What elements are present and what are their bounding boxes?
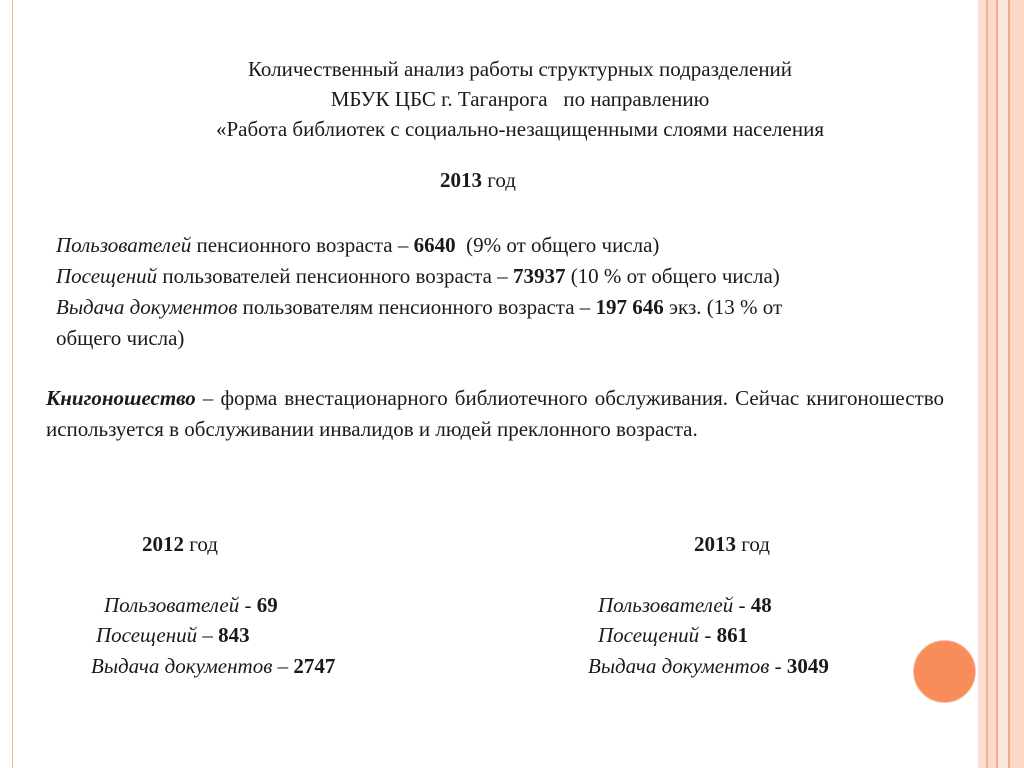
year-number: 2013 <box>440 168 482 192</box>
year-number: 2012 <box>142 532 184 556</box>
book-delivery-term: Книгоношество <box>46 386 196 410</box>
users-suffix: (9% от общего числа) <box>455 233 660 257</box>
slide-title-line-3: «Работа библиотек с социально-незащищенными слоями населения <box>216 117 824 141</box>
year-heading-2013 <box>440 168 516 193</box>
year-heading-2013-column <box>694 532 770 557</box>
stat-2013-users <box>598 593 772 618</box>
book-delivery-text: – форма внестационарного библиотечного обслуживания. Сейчас книгоношество используется в обслуживании инвалидов и людей преклонного возраста. <box>46 386 944 441</box>
year-word: год <box>736 532 770 556</box>
stat-2013-docs <box>588 654 829 679</box>
pensioner-users-line <box>56 230 659 261</box>
docs-text: пользователям пенсионного возраста – <box>237 295 596 319</box>
stat-label: Выдача документов – <box>91 654 294 678</box>
visits-text: пользователей пенсионного возраста – <box>157 264 513 288</box>
pensioner-docs-line-2: общего числа) <box>56 326 185 350</box>
stat-label: Пользователей - <box>104 593 257 617</box>
docs-suffix: экз. (13 % от <box>663 295 783 319</box>
stat-label: Посещений – <box>96 623 219 647</box>
decor-stripe <box>998 0 1008 768</box>
visits-suffix: (10 % от общего числа) <box>565 264 780 288</box>
decorative-circle <box>913 640 976 703</box>
stat-2012-docs <box>91 654 335 679</box>
decor-stripe <box>988 0 996 768</box>
stat-value: 2747 <box>293 654 336 678</box>
users-value: 6640 <box>413 233 456 257</box>
decor-stripe <box>1010 0 1024 768</box>
users-text: пенсионного возраста – <box>191 233 414 257</box>
stat-2013-visits <box>598 623 748 648</box>
pensioner-docs-line <box>56 292 782 323</box>
stat-label: Посещений - <box>598 623 717 647</box>
stat-2012-visits <box>96 623 250 648</box>
year-number: 2013 <box>694 532 736 556</box>
book-delivery-paragraph <box>46 383 944 445</box>
year-word: год <box>482 168 516 192</box>
users-label: Пользователей <box>56 233 192 257</box>
year-word: год <box>184 532 218 556</box>
docs-value: 197 646 <box>595 295 664 319</box>
stat-label: Пользователей - <box>598 593 751 617</box>
stat-value: 843 <box>218 623 250 647</box>
visits-label: Посещений <box>56 264 158 288</box>
year-heading-2012 <box>142 532 218 557</box>
stat-value: 861 <box>716 623 749 647</box>
decor-stripe <box>978 0 986 768</box>
pensioner-visits-line <box>56 261 780 292</box>
stat-value: 48 <box>750 593 772 617</box>
visits-value: 73937 <box>512 264 566 288</box>
stat-2012-users <box>104 593 278 618</box>
stat-value: 3049 <box>786 654 829 678</box>
docs-label: Выдача документов <box>56 295 238 319</box>
slide-title-line-1: Количественный анализ работы структурных подразделений <box>247 57 793 81</box>
stat-label: Выдача документов - <box>588 654 787 678</box>
slide-title-line-2: МБУК ЦБС г. Таганрога по направлению <box>330 87 710 111</box>
stat-value: 69 <box>256 593 278 617</box>
